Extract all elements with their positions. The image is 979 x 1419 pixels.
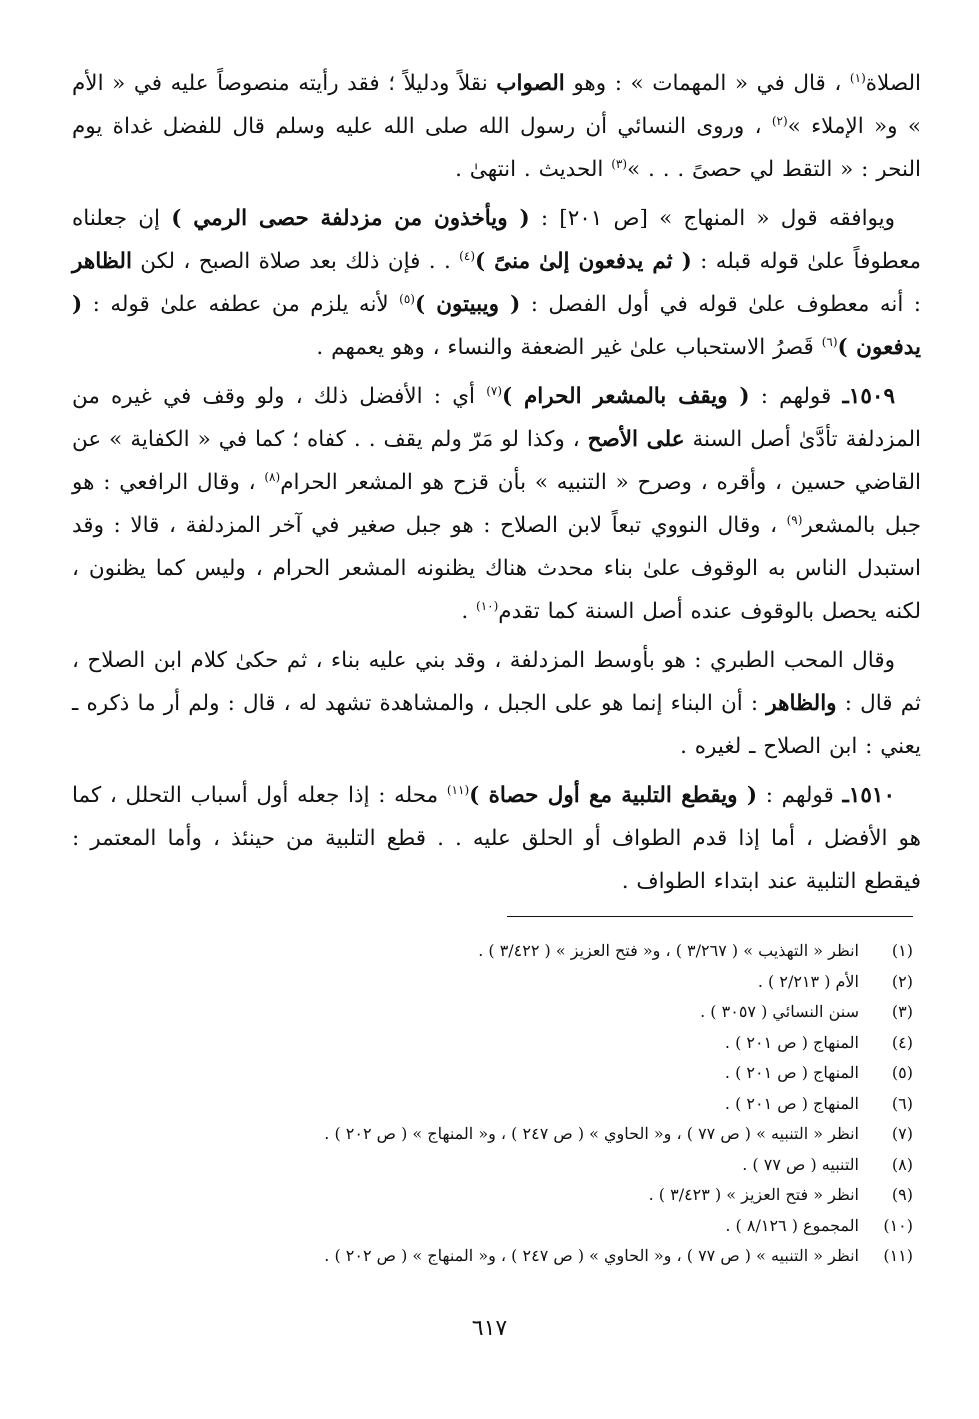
footnote-item — [66, 967, 913, 998]
footnote-number: (١٠) — [883, 1215, 913, 1235]
paragraph-2: ويوافقه قول « المنهاج » [ص ٢٠١] : ( ويأخذون من مزدلفة حصى الرمي ) إن جعلناه معطوفاً علىٰ قوله قبله : ( ثم يدفعون إلىٰ منىً )$^{(٤)}$ . . فإن ذلك بعد صلاة الصبح ، لكن الظاهر : أنه معطوف علىٰ قوله في أول الفصل : ( ويبيتون )$^{(٥)}$ لأنه يلزم من عطفه علىٰ قوله : ( يدفعون )$^{(٦)}$ قَصرُ الاستحباب علىٰ غير الضعفة والنساء ، وهو يعمهم . — [72, 206, 922, 360]
footnote-number: (٢) — [891, 971, 913, 991]
footnote-item — [66, 1028, 913, 1059]
footnote-separator — [507, 916, 913, 917]
footnote-number: (٧) — [891, 1124, 913, 1143]
footnote-number: (٣) — [891, 1002, 913, 1021]
footnote-number: (١١) — [883, 1246, 913, 1265]
footnote-text: انظر « التنبيه » ( ص ٧٧ ) ، و« الحاوي » ( ص ٢٤٧ ) ، و« المنهاج » ( ص ٢٠٢ ) . — [324, 1246, 859, 1265]
footnote-text: المنهاج ( ص ٢٠١ ) . — [724, 1032, 859, 1052]
paragraph-3: ١٥٠٩ـ قولهم : ( ويقف بالمشعر الحرام )$^{(٧)}$ أي : الأفضل ذلك ، ولو وقف في غيره من المزدلفة تأدَّىٰ أصل السنة على الأصح ، وكذا لو مَرّ ولم يقف . . كفاه ؛ كما في « الكفاية » عن القاضي حسين ، وأقره ، وصرح « التنبيه » بأن قزح هو المشعر الحرام$^{(٨)}$ ، وقال الرافعي : هو جبل بالمشعر$^{(٩)}$ ، وقال النووي تبعاً لابن الصلاح : هو جبل صغير في آخر المزدلفة ، قالا : وقد استبدل الناس به الوقوف علىٰ بناء محدث هناك يظنونه المشعر الحرام ، وليس كما يظنون ، لكنه يحصل بالوقوف عنده أصل السنة كما تقدم$^{(١٠)}$ . — [72, 383, 922, 624]
footnote-text: المجموع ( ٨/١٢٦ ) . — [725, 1215, 859, 1235]
footnote-text: انظر « فتح العزيز » ( ٣/٤٢٣ ) . — [648, 1185, 859, 1204]
footnote-text: المنهاج ( ص ٢٠١ ) . — [724, 1063, 859, 1082]
page-number: ٦١٧ — [471, 1316, 508, 1341]
footnote-text: الأم ( ٢/٢١٣ ) . — [757, 971, 859, 991]
footnote-item — [66, 1089, 913, 1120]
footnote-item — [66, 1058, 913, 1089]
footnote-item — [66, 1180, 913, 1211]
footnote-number: (١) — [891, 941, 913, 960]
footnote-text: انظر « التنبيه » ( ص ٧٧ ) ، و« الحاوي » ( ص ٢٤٧ ) ، و« المنهاج » ( ص ٢٠٢ ) . — [324, 1124, 859, 1143]
footnote-item — [66, 936, 913, 967]
main-text — [72, 62, 921, 903]
footnote-number: (٩) — [891, 1185, 913, 1204]
footnote-number: (٨) — [891, 1154, 913, 1174]
footnotes — [66, 936, 913, 1272]
footnote-item — [66, 1241, 913, 1272]
footnote-text: المنهاج ( ص ٢٠١ ) . — [724, 1093, 859, 1113]
footnote-number: (٤) — [891, 1032, 913, 1052]
footnote-item — [66, 1150, 913, 1181]
footnote-number: (٦) — [891, 1093, 913, 1113]
footnote-item — [66, 1211, 913, 1242]
footnote-text: التنبيه ( ص ٧٧ ) . — [742, 1154, 859, 1174]
paragraph-5: ١٥١٠ـ قولهم : ( ويقطع التلبية مع أول حصاة )$^{(١١)}$ محله : إذا جعله أول أسباب التحلل ، كما هو الأفضل ، أما إذا قدم الطواف أو الحلق عليه . . قطع التلبية من حينئذ ، وأما المعتمر : فيقطع التلبية عند ابتداء الطواف . — [72, 782, 921, 894]
footnote-item — [66, 1119, 913, 1150]
paragraph-1: الصلاة$^{(١)}$ ، قال في « المهمات » : وهو الصواب نقلاً ودليلاً ؛ فقد رأيته منصوصاً عليه في « الأم » و« الإملاء »$^{(٢)}$ ، وروى النسائي أن رسول الله صلى الله عليه وسلم قال للفضل غداة يوم النحر : « التقط لي حصىً . . . »$^{(٣)}$ الحديث . انتهىٰ . — [72, 70, 922, 182]
footnote-text: سنن النسائي ( ٣٠٥٧ ) . — [700, 1002, 859, 1021]
footnote-text: انظر « التهذيب » ( ٣/٢٦٧ ) ، و« فتح العزيز » ( ٣/٤٢٢ ) . — [478, 941, 859, 960]
paragraph-4: وقال المحب الطبري : هو بأوسط المزدلفة ، وقد بني عليه بناء ، ثم حكىٰ كلام ابن الصلاح ، ثم قال : والظاهر : أن البناء إنما هو على الجبل ، والمشاهدة تشهد له ، قال : ولم أر ما ذكره ـ يعني : ابن الصلاح ـ لغيره . — [72, 648, 921, 759]
footnote-number: (٥) — [891, 1063, 913, 1082]
footnote-item — [66, 997, 913, 1028]
